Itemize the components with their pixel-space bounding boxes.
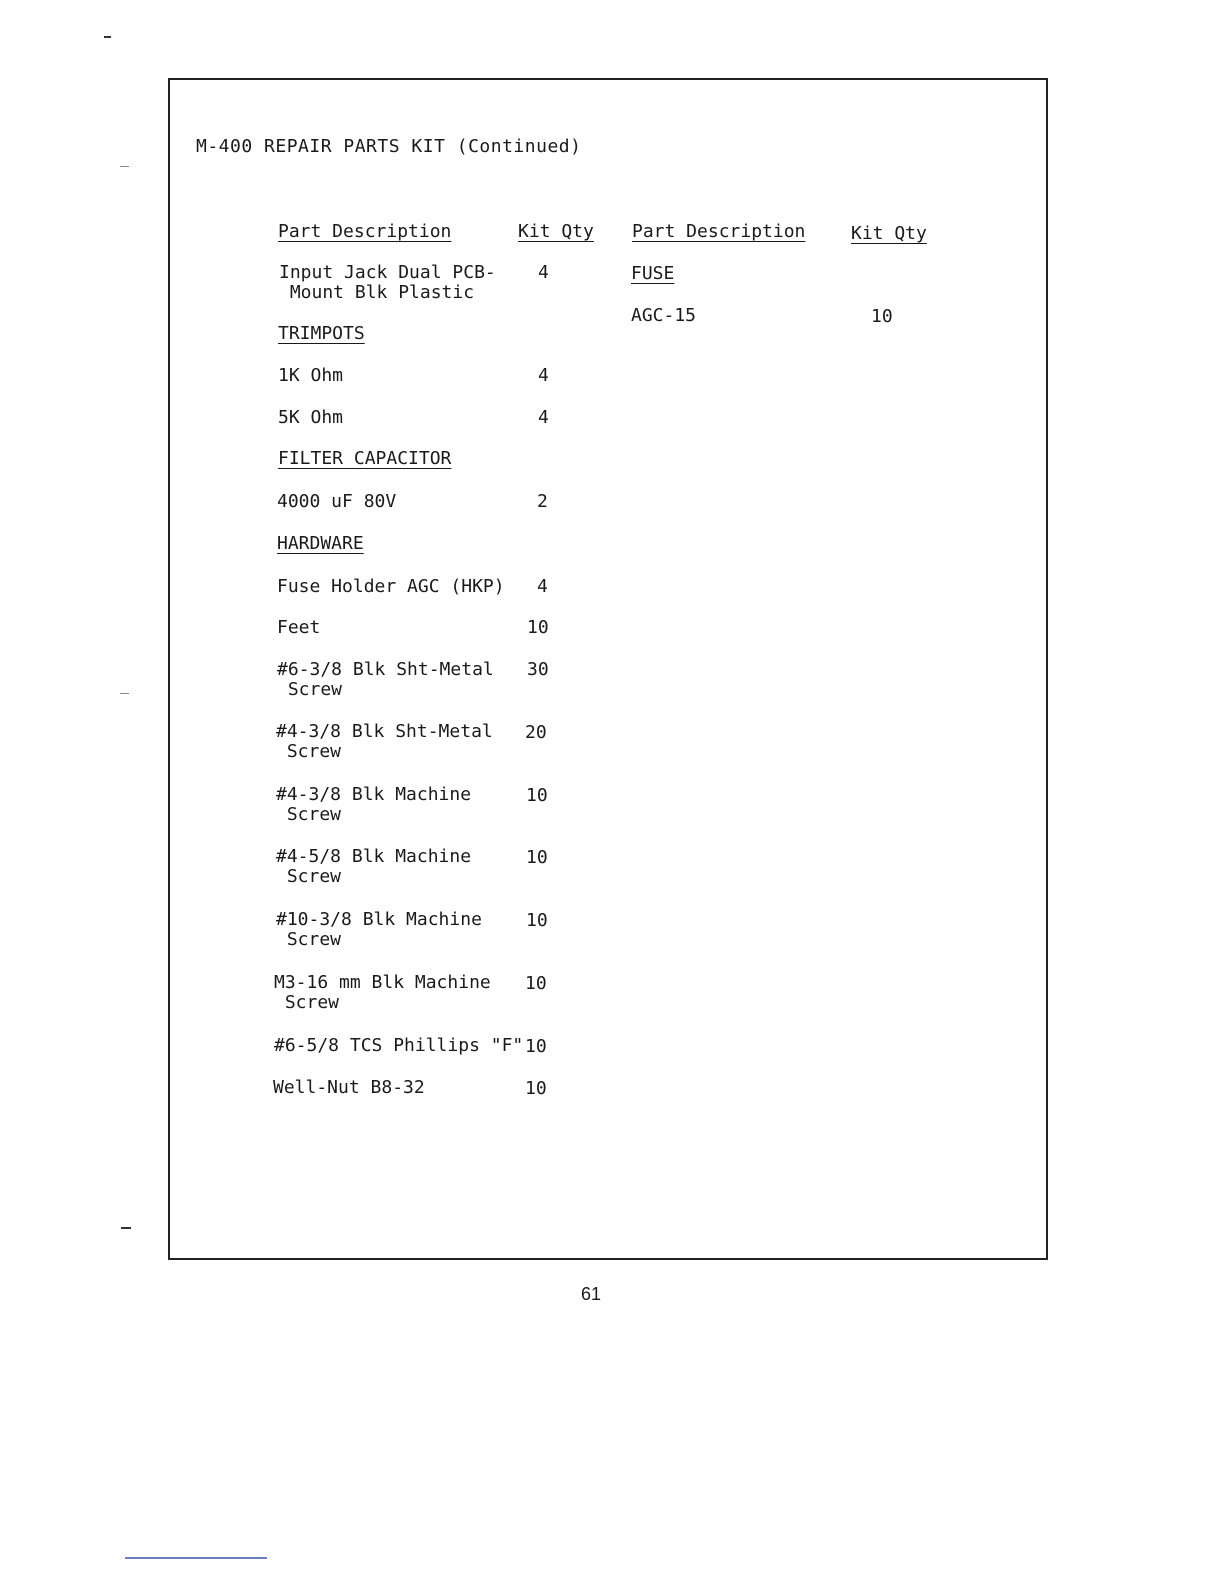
scan-mark [104, 36, 111, 38]
kit-qty: 4 [538, 365, 549, 386]
right-header-part-description: Part Description [632, 221, 806, 242]
kit-qty: 20 [525, 722, 547, 743]
kit-qty: 10 [527, 617, 549, 638]
part-description: 5K Ohm [278, 407, 344, 428]
part-description: Well-Nut B8-32 [273, 1077, 425, 1098]
kit-qty: 2 [537, 491, 548, 512]
kit-qty: 10 [526, 910, 548, 931]
part-description: 1K Ohm [278, 365, 344, 386]
part-description: Fuse Holder AGC (HKP) [277, 576, 505, 597]
kit-qty: 10 [525, 1078, 547, 1099]
part-description: #4-3/8 Blk Machine Screw [276, 784, 472, 825]
part-description: 4000 uF 80V [277, 491, 397, 512]
kit-qty: 10 [525, 973, 547, 994]
section-heading-fuse: FUSE [631, 263, 675, 284]
part-description: #10-3/8 Blk Machine Screw [276, 909, 482, 950]
section-heading-trimpots: TRIMPOTS [278, 323, 365, 344]
scan-line [125, 1557, 267, 1559]
left-header-part-description: Part Description [278, 221, 452, 242]
part-description: #4-5/8 Blk Machine Screw [276, 846, 472, 887]
right-header-kit-qty: Kit Qty [851, 223, 927, 244]
left-header-kit-qty: Kit Qty [518, 221, 594, 242]
kit-qty: 4 [538, 407, 549, 428]
section-heading-hardware: HARDWARE [277, 533, 364, 554]
kit-qty: 10 [525, 1036, 547, 1057]
document-title: M-400 REPAIR PARTS KIT (Continued) [196, 136, 582, 157]
part-description: Feet [277, 617, 321, 638]
kit-qty: 30 [527, 659, 549, 680]
page-number: 61 [580, 1284, 602, 1304]
kit-qty: 4 [538, 262, 549, 283]
part-description: #6-5/8 TCS Phillips "F" [274, 1035, 524, 1056]
part-description: AGC-15 [631, 305, 697, 326]
part-description: Input Jack Dual PCB- Mount Blk Plastic [279, 262, 496, 303]
part-description: #4-3/8 Blk Sht-Metal Screw [276, 721, 493, 762]
kit-qty: 10 [526, 847, 548, 868]
part-description: M3-16 mm Blk Machine Screw [274, 972, 491, 1013]
scan-mark [120, 166, 129, 167]
section-heading-filter-capacitor: FILTER CAPACITOR [278, 448, 452, 469]
part-description: #6-3/8 Blk Sht-Metal Screw [277, 659, 494, 700]
scan-mark [120, 693, 129, 694]
kit-qty: 10 [526, 785, 548, 806]
kit-qty: 4 [537, 576, 548, 597]
kit-qty: 10 [871, 306, 893, 327]
scan-mark [121, 1227, 131, 1229]
